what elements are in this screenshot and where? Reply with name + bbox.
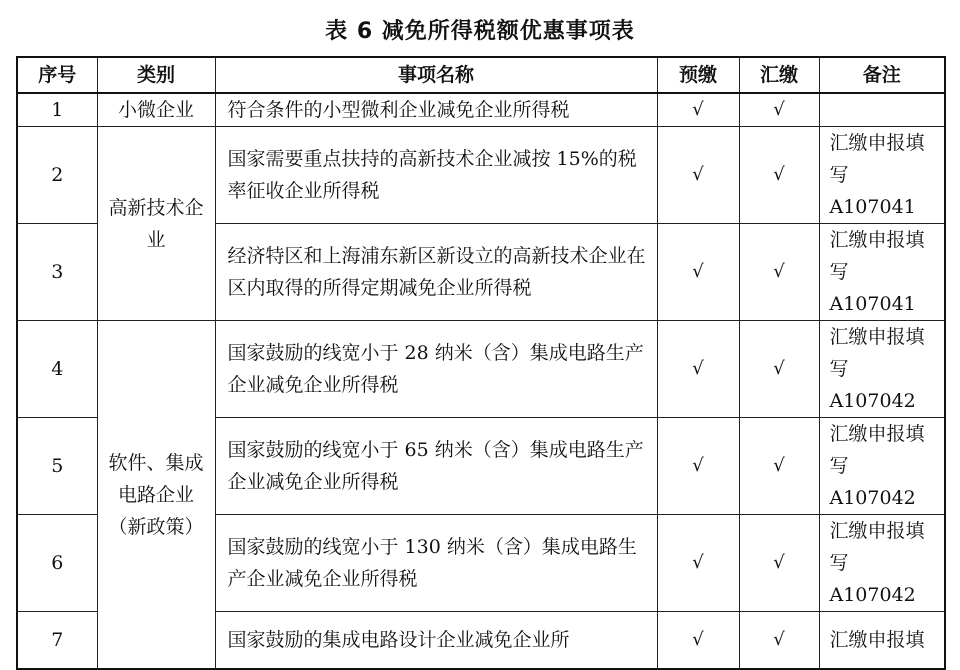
cell-remark (819, 93, 945, 127)
cell-category: 小微企业 (97, 93, 215, 127)
header-item: 事项名称 (215, 57, 657, 93)
table-row (17, 321, 945, 418)
header-category: 类别 (97, 57, 215, 93)
cell-prepay: √ (657, 93, 739, 127)
cell-prepay: √ (657, 612, 739, 670)
header-settle: 汇缴 (739, 57, 819, 93)
cell-remark: 汇缴申报填写 A107042 (819, 515, 945, 612)
header-remark: 备注 (819, 57, 945, 93)
cell-prepay: √ (657, 515, 739, 612)
cell-settle: √ (739, 612, 819, 670)
header-seq: 序号 (17, 57, 97, 93)
cell-item: 国家鼓励的线宽小于 28 纳米（含）集成电路生产企业减免企业所得税 (215, 321, 657, 418)
cell-remark: 汇缴申报填写 A107042 (819, 418, 945, 515)
cell-prepay: √ (657, 127, 739, 224)
cell-settle: √ (739, 127, 819, 224)
cell-seq: 3 (17, 224, 97, 321)
cell-seq: 6 (17, 515, 97, 612)
cell-seq: 2 (17, 127, 97, 224)
cell-prepay: √ (657, 321, 739, 418)
cell-category: 高新技术企业 (97, 127, 215, 321)
cell-settle: √ (739, 515, 819, 612)
cell-settle: √ (739, 321, 819, 418)
header-prepay: 预缴 (657, 57, 739, 93)
cell-category: 软件、集成电路企业（新政策） (97, 321, 215, 670)
cell-seq: 7 (17, 612, 97, 670)
cell-remark: 汇缴申报填 (819, 612, 945, 670)
cell-prepay: √ (657, 224, 739, 321)
cell-item: 国家鼓励的线宽小于 130 纳米（含）集成电路生产企业减免企业所得税 (215, 515, 657, 612)
cell-settle: √ (739, 93, 819, 127)
tax-reduction-table (16, 56, 946, 670)
cell-remark: 汇缴申报填写 A107041 (819, 127, 945, 224)
cell-item: 国家鼓励的集成电路设计企业减免企业所 (215, 612, 657, 670)
cell-settle: √ (739, 224, 819, 321)
cell-remark: 汇缴申报填写 A107042 (819, 321, 945, 418)
cell-seq: 5 (17, 418, 97, 515)
cell-item: 符合条件的小型微利企业减免企业所得税 (215, 93, 657, 127)
table-row (17, 93, 945, 127)
cell-remark: 汇缴申报填写 A107041 (819, 224, 945, 321)
cell-item: 经济特区和上海浦东新区新设立的高新技术企业在区内取得的所得定期减免企业所得税 (215, 224, 657, 321)
cell-settle: √ (739, 418, 819, 515)
cell-item: 国家需要重点扶持的高新技术企业减按 15%的税率征收企业所得税 (215, 127, 657, 224)
cell-prepay: √ (657, 418, 739, 515)
table-row (17, 127, 945, 224)
cell-seq: 1 (17, 93, 97, 127)
cell-seq: 4 (17, 321, 97, 418)
header-row (17, 57, 945, 93)
cell-item: 国家鼓励的线宽小于 65 纳米（含）集成电路生产企业减免企业所得税 (215, 418, 657, 515)
table-title: 表 6 减免所得税额优惠事项表 (325, 19, 635, 44)
